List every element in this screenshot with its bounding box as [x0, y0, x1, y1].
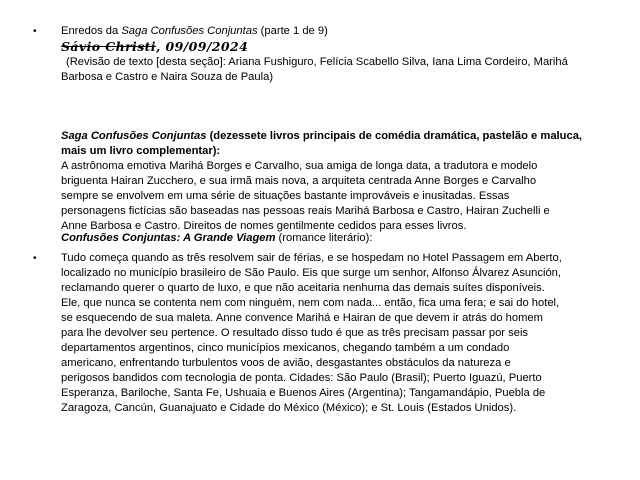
- book-title-italic: Confusões Conjuntas: A Grande Viagem: [61, 232, 276, 244]
- saga-body-line: A astrônoma emotiva Marihá Borges e Carvalho, sua amiga de longa data, a tradutora e modelo: [61, 160, 538, 172]
- synopsis-line: departamentos argentinos, cinco municípios mexicanos, chegando também a um condado: [61, 342, 510, 354]
- author-date: , 09/09/2024: [155, 39, 249, 54]
- revision-line-2: Barbosa e Castro e Naira Souza de Paula): [61, 71, 274, 83]
- saga-heading-line-1: [61, 129, 606, 144]
- synopsis-line: se esquecendo de sua maleta. Anne convence Marihá e Hairan de que devem ir atrás do homem: [61, 312, 543, 324]
- synopsis-line: perigosos bandidos com tecnologia de ponta. Cidades: São Paulo (Brasil); Puerto Iguazú, Puerto: [61, 372, 542, 384]
- document-title: [61, 24, 606, 39]
- bullet-marker: •: [33, 26, 37, 37]
- synopsis-line: americano, enfrentando turbulentos voos de avião, desgastantes obstáculos da natureza e: [61, 357, 511, 369]
- synopsis-line: Zaragoza, Cancún, Guanajuato e Cidade do México (México); e St. Louis (Estados Unidos).: [61, 402, 517, 414]
- synopsis-line: localizado no município brasileiro de São Paulo. Eis que surge um senhor, Alfonso Álvarez Asunción,: [61, 267, 561, 279]
- saga-body-line: sempre se envolvem em uma série de situações bastante improváveis e inusitadas. Essas: [61, 190, 510, 202]
- book-synopsis: [61, 251, 606, 416]
- author-line: [61, 39, 606, 55]
- synopsis-line: para lhe devolver seu pertence. O resultado disso tudo é que as três precisam passar por seis: [61, 327, 529, 339]
- saga-heading-line-2: mais um livro complementar):: [61, 145, 221, 157]
- saga-body-line: briguenta Hairan Zucchero, e sua irmã mais nova, a arquiteta centrada Anne Borges e Carvalho: [61, 175, 537, 187]
- synopsis-line: reclamando querer o quarto de luxo, e que não aceitaria nenhuma das demais suítes disponíveis.: [61, 282, 545, 294]
- book-title: [61, 231, 606, 246]
- saga-body-line: personagens fictícias são baseadas nas pessoas reais Marihá Barbosa e Castro, Hairan Zuchelli e: [61, 205, 550, 217]
- title-prefix: Enredos da: [61, 25, 122, 37]
- revision-line-1: (Revisão de texto [desta seção]: Ariana Fushiguro, Felícia Scabello Silva, Iana Lima Cordeiro, Marihá: [66, 56, 568, 68]
- synopsis-line: Tudo começa quando as três resolvem sair de férias, e se hospedam no Hotel Passagem em Aberto,: [61, 252, 562, 264]
- header-block: [61, 24, 606, 85]
- saga-body-line: Anne Barbosa e Castro. Direitos de nomes gentilmente cedidos para esses livros.: [61, 220, 467, 232]
- saga-heading-italic: Saga Confusões Conjuntas: [61, 130, 207, 142]
- bullet-marker: •: [33, 253, 37, 264]
- synopsis-line: Esperanza, Bariloche, Santa Fe, Ushuaia e Buenos Aires (Argentina); Tangamandápio, Puebla de: [61, 387, 546, 399]
- author-name: Sávio Christi: [61, 39, 156, 54]
- title-suffix: (parte 1 de 9): [257, 25, 328, 37]
- saga-section: [61, 129, 606, 234]
- synopsis-line: Ele, que nunca se contenta nem com ninguém, nem com nada... então, fica uma fera; e sai do hotel,: [61, 297, 560, 309]
- title-saga-name: Saga Confusões Conjuntas: [121, 25, 258, 37]
- book-title-block: [61, 231, 606, 246]
- book-title-rest: (romance literário):: [275, 232, 373, 244]
- saga-heading-rest: (dezessete livros principais de comédia dramática, pastelão e maluca,: [206, 130, 583, 142]
